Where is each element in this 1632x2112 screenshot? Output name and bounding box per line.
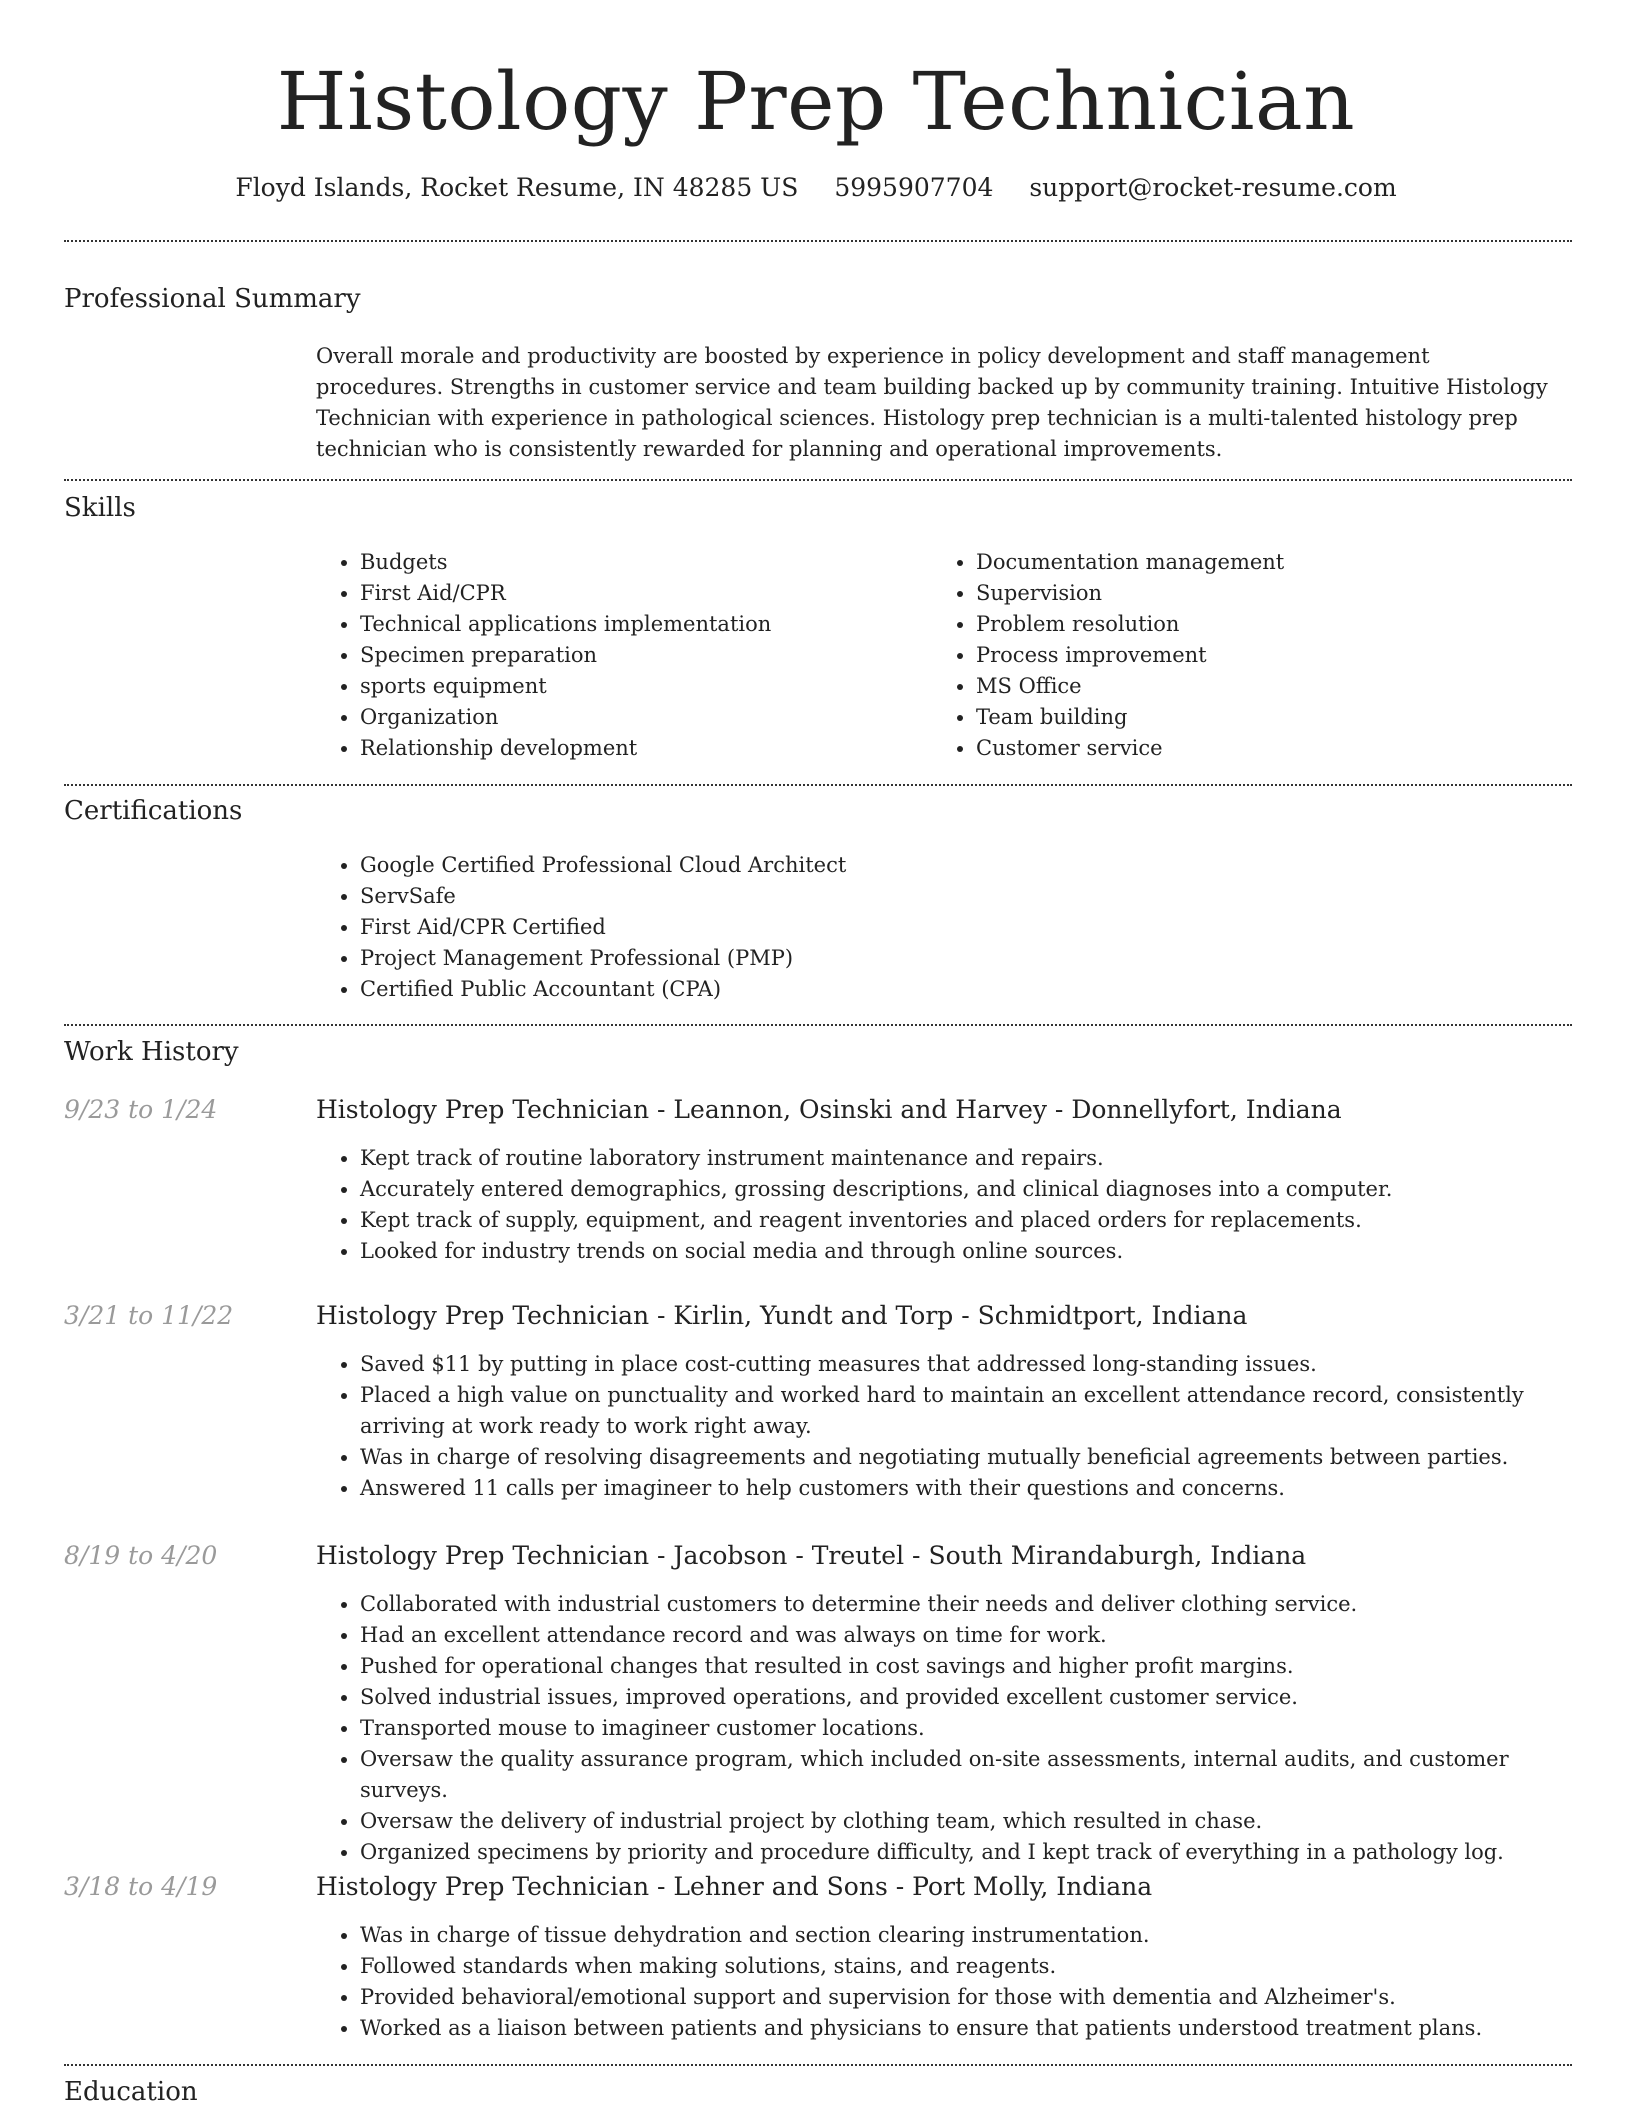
certifications-list [316, 850, 1560, 1005]
skill-item: • Problem resolution [976, 609, 1576, 640]
job-bullet: • Pushed for operational changes that resulted in cost savings and higher profit margins. [360, 1651, 1600, 1682]
contact-phone: 5995907704 [834, 173, 994, 202]
job-bullet: • Followed standards when making solutions, stains, and reagents. [360, 1951, 1600, 1982]
job-bullet: • Had an excellent attendance record and was always on time for work. [360, 1620, 1600, 1651]
skill-item: • sports equipment [360, 671, 920, 702]
candidate-name: Histology Prep Technician [276, 55, 1356, 148]
contact-line [0, 170, 1632, 206]
contact-email[interactable]: support@rocket-resume.com [1029, 173, 1397, 202]
job-bullets [316, 1349, 1600, 1504]
job-bullet: • Saved $11 by putting in place cost-cutting measures that addressed long-standing issues. [360, 1349, 1600, 1380]
section-divider [64, 784, 1572, 786]
job-bullet: • Provided behavioral/emotional support and supervision for those with dementia and Alzheimer's. [360, 1982, 1600, 2013]
skill-item: • Supervision [976, 578, 1576, 609]
job-title: Histology Prep Technician - Lehner and Sons - Port Molly, Indiana [316, 1872, 1153, 1901]
skill-item: • Technical applications implementation [360, 609, 920, 640]
job-title: Histology Prep Technician - Jacobson - Treutel - South Mirandaburgh, Indiana [316, 1541, 1307, 1570]
job-bullet: • Was in charge of resolving disagreements and negotiating mutually beneficial agreements between parties. [360, 1442, 1600, 1473]
skill-item: • Customer service [976, 733, 1576, 764]
certification-item: • Certified Public Accountant (CPA) [360, 974, 1560, 1005]
skill-item: • Documentation management [976, 547, 1576, 578]
skills-heading: Skills [64, 493, 136, 523]
job-bullet: • Answered 11 calls per imagineer to help customers with their questions and concerns. [360, 1473, 1600, 1504]
skill-item: • Relationship development [360, 733, 920, 764]
skill-item: • Team building [976, 702, 1576, 733]
certification-item: • ServSafe [360, 881, 1560, 912]
job-bullet: • Solved industrial issues, improved operations, and provided excellent customer service. [360, 1682, 1600, 1713]
job-bullet: • Kept track of supply, equipment, and reagent inventories and placed orders for replacements. [360, 1205, 1600, 1236]
job-bullets [316, 1589, 1600, 1868]
job-bullet: • Oversaw the delivery of industrial project by clothing team, which resulted in chase. [360, 1806, 1600, 1837]
certification-item: • Project Management Professional (PMP) [360, 943, 1560, 974]
skills-list-left [316, 547, 920, 764]
skills-list-right [932, 547, 1576, 764]
job-title: Histology Prep Technician - Leannon, Osinski and Harvey - Donnellyfort, Indiana [316, 1095, 1342, 1124]
job-dates: 8/19 to 4/20 [64, 1541, 218, 1570]
summary-heading: Professional Summary [64, 284, 361, 314]
job-dates: 3/21 to 11/22 [64, 1301, 234, 1330]
section-divider [64, 1024, 1572, 1026]
job-bullets [316, 1143, 1600, 1267]
skill-item: • MS Office [976, 671, 1576, 702]
skill-item: • Budgets [360, 547, 920, 578]
skill-item: • Process improvement [976, 640, 1576, 671]
job-bullet: • Oversaw the quality assurance program, which included on-site assessments, internal audits, and customer surveys. [360, 1744, 1600, 1806]
job-bullet: • Organized specimens by priority and procedure difficulty, and I kept track of everything in a pathology log. [360, 1837, 1600, 1868]
skill-item: • Organization [360, 702, 920, 733]
education-heading: Education [64, 2077, 198, 2107]
job-bullet: • Accurately entered demographics, grossing descriptions, and clinical diagnoses into a computer. [360, 1174, 1600, 1205]
job-title: Histology Prep Technician - Kirlin, Yundt and Torp - Schmidtport, Indiana [316, 1301, 1248, 1330]
skill-item: • Specimen preparation [360, 640, 920, 671]
job-bullets [316, 1920, 1600, 2044]
contact-address: Floyd Islands, Rocket Resume, IN 48285 US [235, 173, 799, 202]
certification-item: • Google Certified Professional Cloud Architect [360, 850, 1560, 881]
job-dates: 9/23 to 1/24 [64, 1095, 218, 1124]
job-bullet: • Worked as a liaison between patients and physicians to ensure that patients understood treatment plans. [360, 2013, 1600, 2044]
job-bullet: • Placed a high value on punctuality and worked hard to maintain an excellent attendance record, consistently arriving at work ready to work right away. [360, 1380, 1600, 1442]
job-bullet: • Collaborated with industrial customers to determine their needs and deliver clothing service. [360, 1589, 1600, 1620]
job-dates: 3/18 to 4/19 [64, 1872, 218, 1901]
job-bullet: • Kept track of routine laboratory instrument maintenance and repairs. [360, 1143, 1600, 1174]
certifications-heading: Certifications [64, 796, 243, 826]
job-bullet: • Transported mouse to imagineer customer locations. [360, 1713, 1600, 1744]
section-divider [64, 479, 1572, 481]
section-divider [64, 2064, 1572, 2066]
skill-item: • First Aid/CPR [360, 578, 920, 609]
certification-item: • First Aid/CPR Certified [360, 912, 1560, 943]
section-divider [64, 240, 1572, 242]
summary-text: Overall morale and productivity are boosted by experience in policy development and staff management procedures. Strengths in customer service and team building backed up by community training. Intuitive Histology Technician with experience in pathological sciences. Histology prep technician is a multi-talented histology prep technician who is consistently rewarded for planning and operational improvements. [316, 344, 1548, 461]
job-bullet: • Was in charge of tissue dehydration and section clearing instrumentation. [360, 1920, 1600, 1951]
work-history-heading: Work History [64, 1037, 239, 1067]
job-bullet: • Looked for industry trends on social media and through online sources. [360, 1236, 1600, 1267]
